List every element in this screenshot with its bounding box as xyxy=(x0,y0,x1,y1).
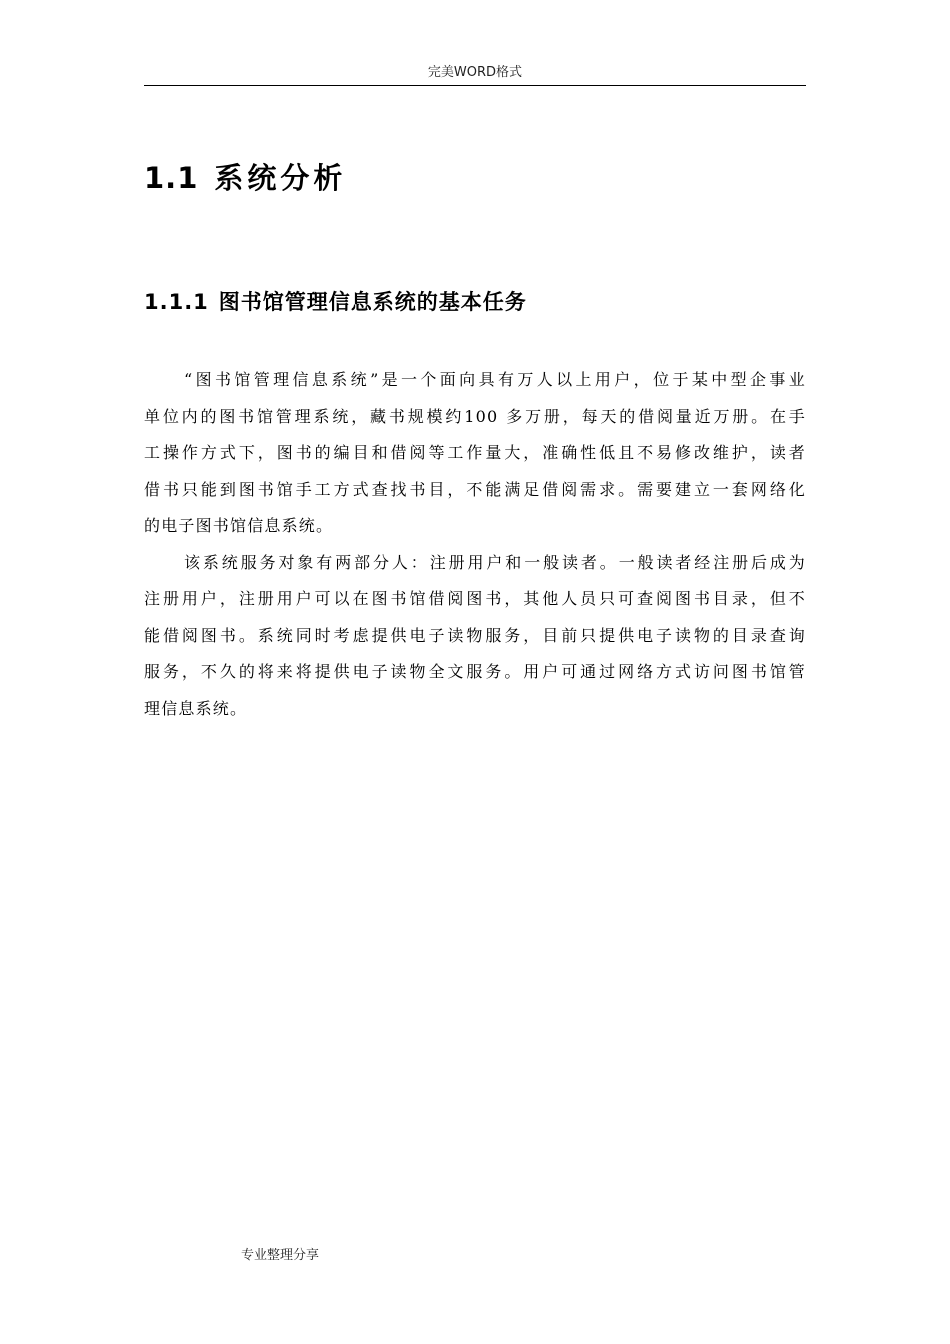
paragraph xyxy=(144,362,806,545)
paragraph-line: 借书只能到图书馆手工方式查找书目，不能满足借阅需求。需要建立一套网络化 xyxy=(144,479,806,499)
subsection-number: 1.1.1 xyxy=(144,290,209,314)
paragraph-line: 能借阅图书。系统同时考虑提供电子读物服务，目前只提供电子读物的目录查询 xyxy=(144,625,806,645)
paragraph-line: 理信息系统。 xyxy=(144,698,248,718)
section-number: 1.1 xyxy=(144,161,199,195)
paragraph-line: 单位内的图书馆管理系统，藏书规模约100 多万册，每天的借阅量近万册。在手 xyxy=(144,406,806,426)
section-heading xyxy=(144,158,346,198)
paragraph-line: 服务，不久的将来将提供电子读物全文服务。用户可通过网络方式访问图书馆管 xyxy=(144,662,806,681)
subsection-title: 图书馆管理信息系统的基本任务 xyxy=(218,290,527,314)
paragraph-line: 工操作方式下，图书的编目和借阅等工作量大，准确性低且不易修改维护，读者 xyxy=(144,443,806,462)
paragraph xyxy=(144,545,806,728)
page-header: 完美WORD格式 xyxy=(427,65,523,80)
subsection-heading xyxy=(144,285,527,319)
paragraph-line: “图书馆管理信息系统”是一个面向具有万人以上用户，位于某中型企事业 xyxy=(184,370,806,389)
section-title: 系统分析 xyxy=(214,161,347,195)
paragraph-line: 该系统服务对象有两部分人：注册用户和一般读者。一般读者经注册后成为 xyxy=(184,552,806,572)
body-text xyxy=(144,362,806,727)
paragraph-line: 注册用户，注册用户可以在图书馆借阅图书，其他人员只可查阅图书目录，但不 xyxy=(144,589,806,608)
paragraph-line: 的电子图书馆信息系统。 xyxy=(144,516,334,535)
header-divider xyxy=(144,85,806,86)
page-footer: 专业整理分享 xyxy=(241,1248,320,1263)
